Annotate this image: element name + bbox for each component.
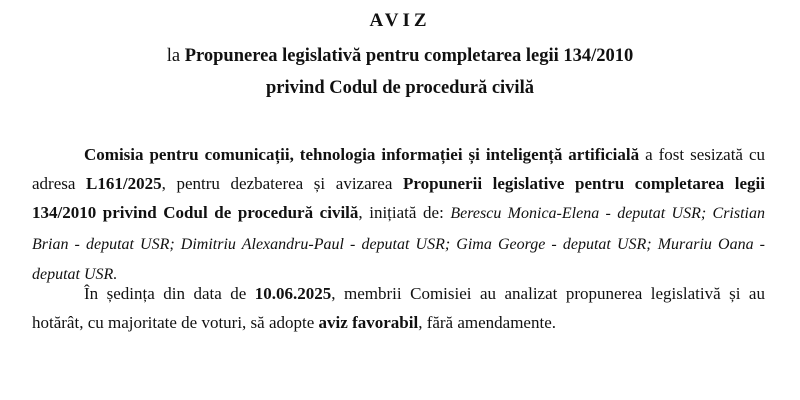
- decision-value: aviz favorabil: [318, 313, 419, 333]
- address-number: L161/2025: [86, 174, 162, 194]
- proposal-name: Propunerii legislative pentru completarea legii 134/2010 privind Codul de procedură civilă: [32, 174, 765, 223]
- paragraph1-text3: , inițiată de:: [358, 203, 451, 223]
- paragraph-decision: [32, 279, 765, 337]
- meeting-date: 10.06.2025: [254, 284, 332, 303]
- paragraph1-text1: a fost sesizată cu adresa: [32, 145, 765, 194]
- paragraph-referral: [32, 140, 765, 289]
- document-subtitle-line2: privind Codul de procedură civilă: [266, 78, 534, 98]
- paragraph2-text3: , fără amendamente.: [418, 313, 556, 333]
- document-title: AVIZ: [369, 10, 431, 31]
- paragraph2-text1: În ședința din data de: [84, 284, 255, 303]
- initiators-list: Berescu Monica-Elena - deputat USR; Cristian Brian - deputat USR; Dimitriu Alexandru-Paul - deputat USR; Gima George - deputat USR; Murariu Oana - deputat USR.: [32, 205, 765, 283]
- paragraph1-text2: , pentru dezbaterea și avizarea: [161, 174, 404, 194]
- document-subtitle-line1: [0, 46, 800, 67]
- paragraph2-text2: , membrii Comisiei au analizat propunerea legislativă și au hotărât, cu majoritate de voturi, să adopte: [32, 284, 765, 333]
- committee-name: Comisia pentru comunicații, tehnologia informației și inteligență artificială: [84, 145, 640, 164]
- subtitle-bold: Propunerea legislativă pentru completarea legii 134/2010: [184, 46, 634, 66]
- subtitle-prefix: la: [166, 46, 185, 66]
